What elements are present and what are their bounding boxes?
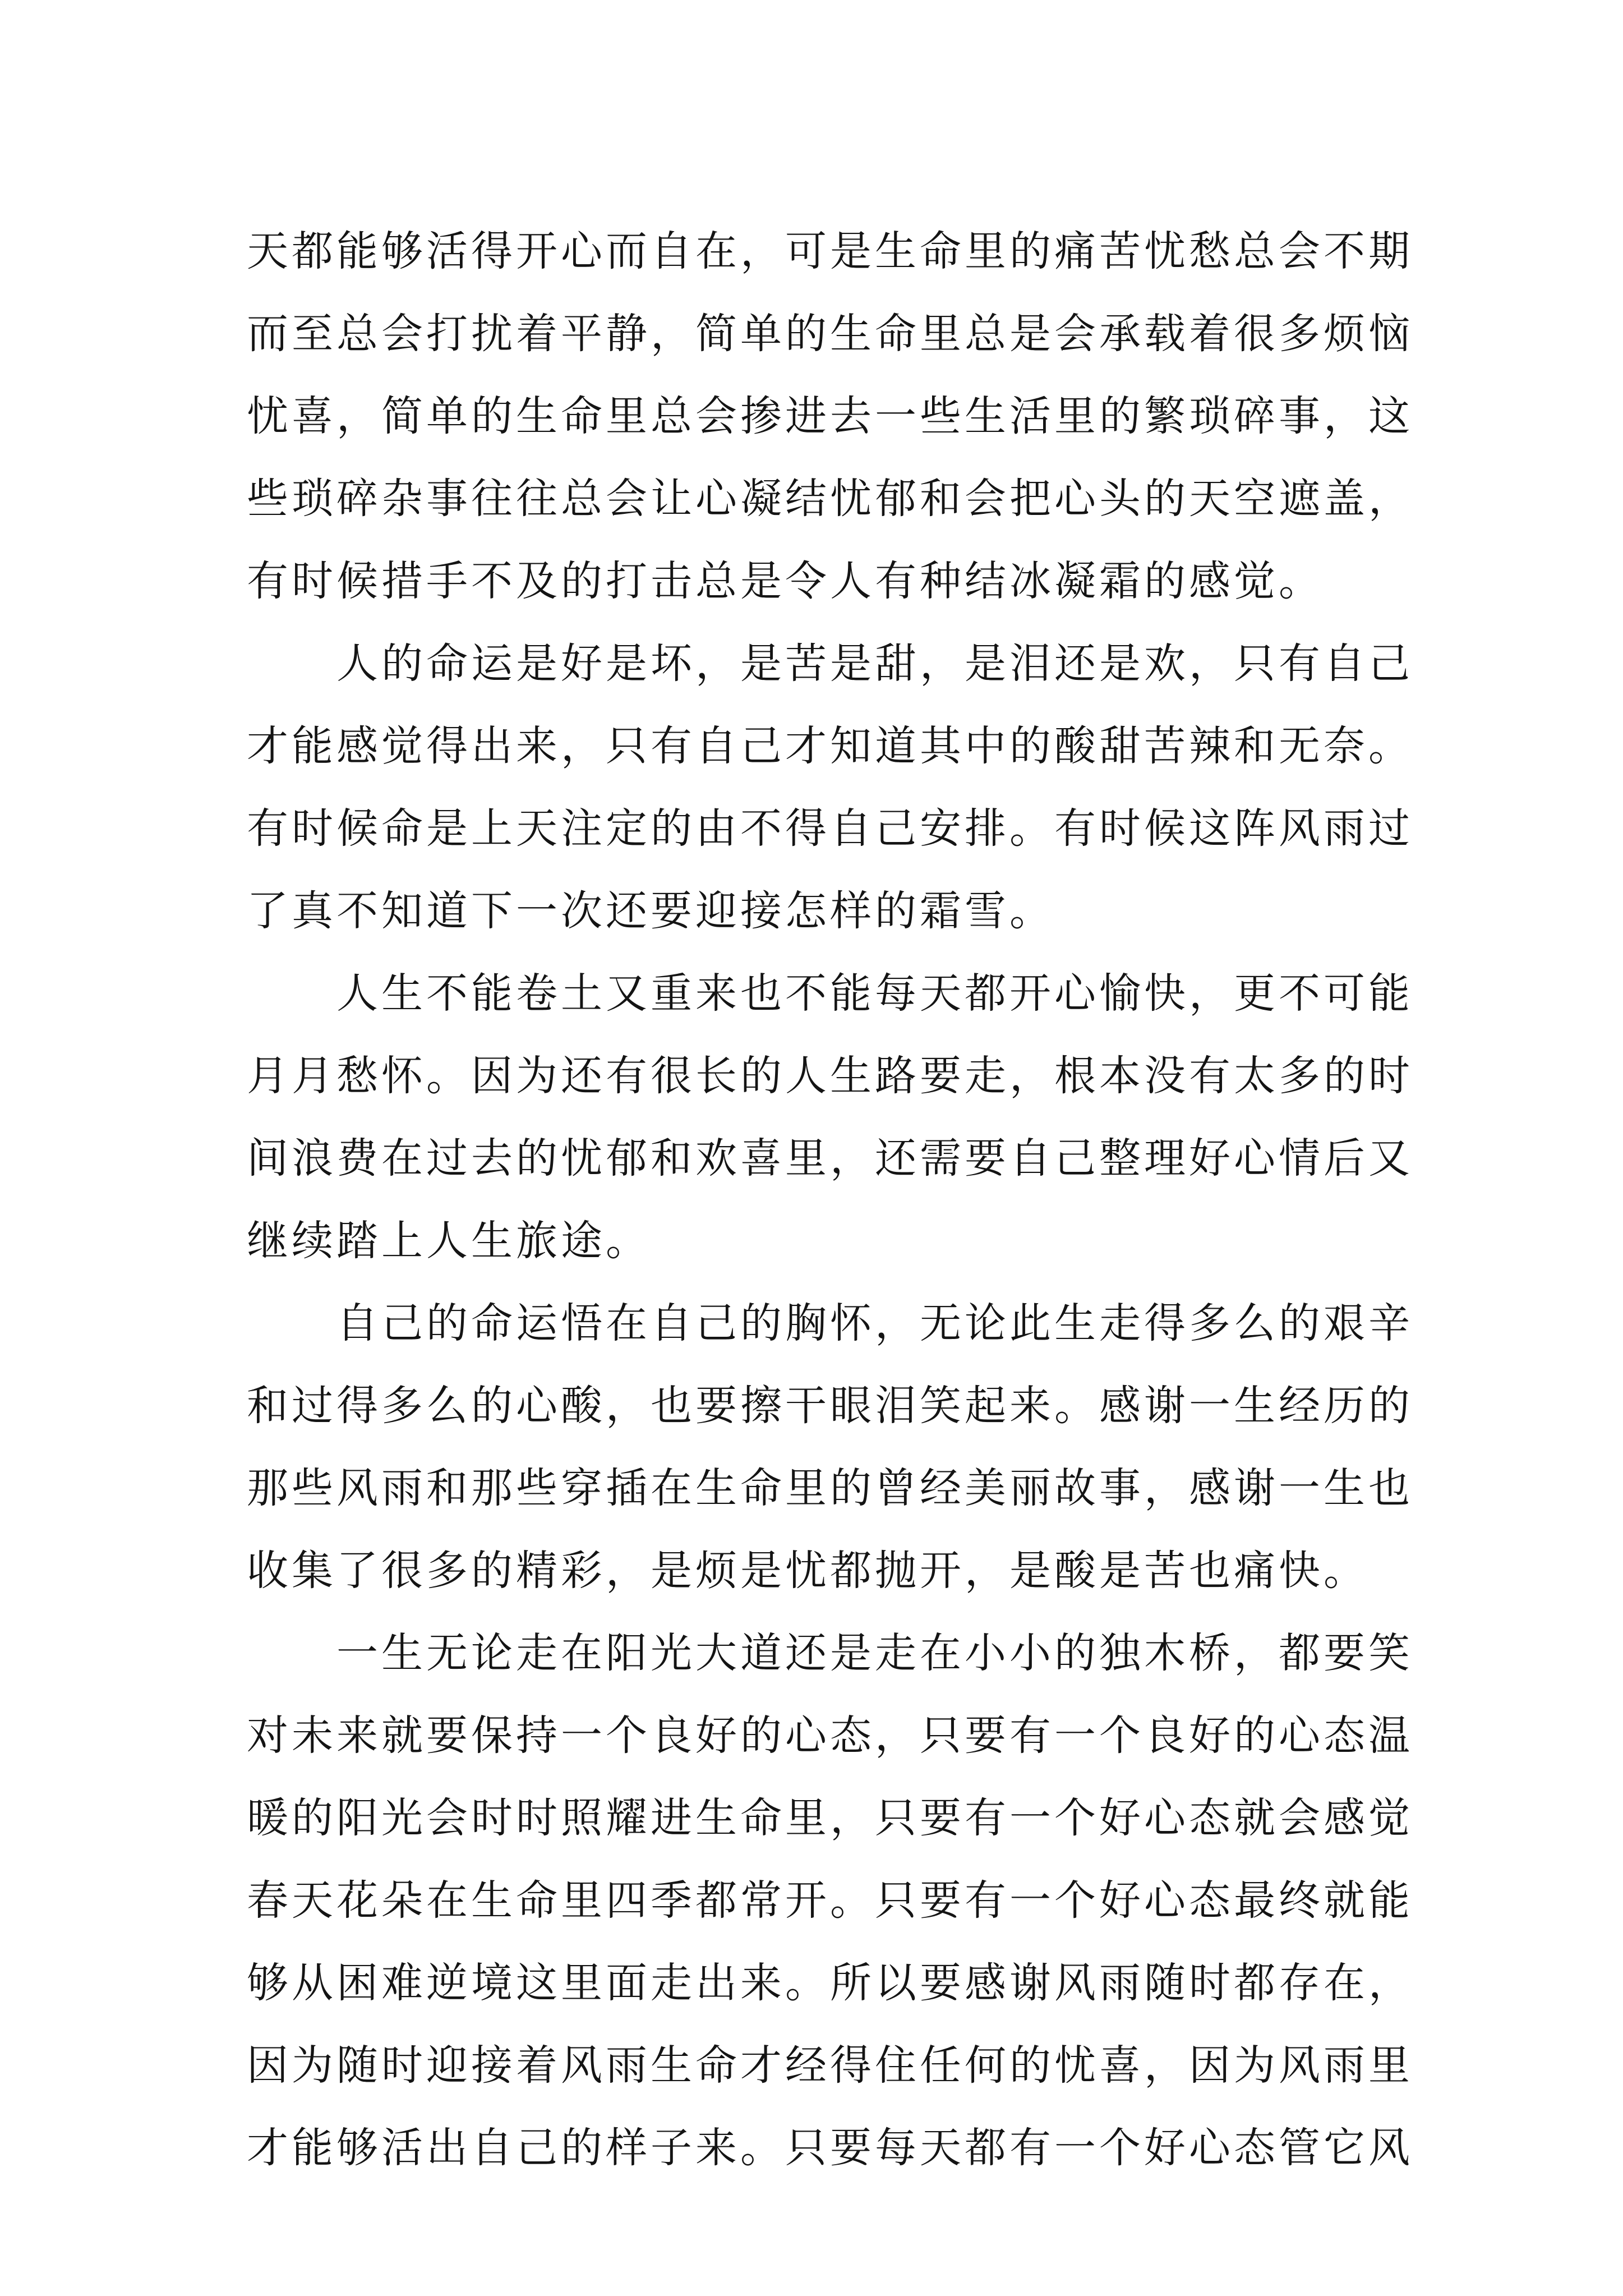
text-line: 和过得多么的心酸，也要擦干眼泪笑起来。感谢一生经历的 bbox=[247, 1382, 1413, 1430]
text-line: 月月愁怀。因为还有很长的人生路要走，根本没有太多的时 bbox=[247, 1052, 1413, 1100]
text-line: 才能够活出自己的样子来。只要每天都有一个好心态管它风 bbox=[247, 2124, 1413, 2172]
text-line: 而至总会打扰着平静，简单的生命里总是会承载着很多烦恼 bbox=[247, 310, 1413, 358]
text-line: 春天花朵在生命里四季都常开。只要有一个好心态最终就能 bbox=[247, 1876, 1413, 1925]
paragraph-first-line: 人生不能卷土又重来也不能每天都开心愉快，更不可能 bbox=[336, 969, 1413, 1018]
paragraph-first-line: 一生无论走在阳光大道还是走在小小的独木桥，都要笑 bbox=[336, 1629, 1413, 1677]
text-line: 忧喜，简单的生命里总会掺进去一些生活里的繁琐碎事，这 bbox=[247, 392, 1413, 440]
text-line: 天都能够活得开心而自在，可是生命里的痛苦忧愁总会不期 bbox=[247, 227, 1413, 275]
text-line: 暖的阳光会时时照耀进生命里，只要有一个好心态就会感觉 bbox=[247, 1794, 1413, 1842]
text-line: 些琐碎杂事往往总会让心凝结忧郁和会把心头的天空遮盖， bbox=[247, 475, 1413, 523]
paragraph-first-line: 人的命运是好是坏，是苦是甜，是泪还是欢，只有自己 bbox=[336, 639, 1413, 688]
text-line: 对未来就要保持一个良好的心态，只要有一个良好的心态温 bbox=[247, 1711, 1413, 1760]
paragraph-first-line: 自己的命运悟在自己的胸怀，无论此生走得多么的艰辛 bbox=[336, 1299, 1413, 1347]
text-line: 才能感觉得出来，只有自己才知道其中的酸甜苦辣和无奈。 bbox=[247, 722, 1413, 770]
text-line: 够从困难逆境这里面走出来。所以要感谢风雨随时都存在， bbox=[247, 1959, 1413, 2007]
text-line: 了真不知道下一次还要迎接怎样的霜雪。 bbox=[247, 887, 1054, 935]
text-line: 继续踏上人生旅途。 bbox=[247, 1217, 651, 1265]
text-line: 那些风雨和那些穿插在生命里的曾经美丽故事，感谢一生也 bbox=[247, 1464, 1413, 1512]
text-line: 因为随时迎接着风雨生命才经得住任何的忧喜，因为风雨里 bbox=[247, 2041, 1413, 2090]
text-line: 有时候措手不及的打击总是令人有种结冰凝霜的感觉。 bbox=[247, 557, 1324, 605]
text-line: 间浪费在过去的忧郁和欢喜里，还需要自己整理好心情后又 bbox=[247, 1134, 1413, 1182]
text-line: 收集了很多的精彩，是烦是忧都抛开，是酸是苦也痛快。 bbox=[247, 1547, 1368, 1595]
text-line: 有时候命是上天注定的由不得自己安排。有时候这阵风雨过 bbox=[247, 804, 1413, 853]
body-text bbox=[247, 210, 1413, 2189]
